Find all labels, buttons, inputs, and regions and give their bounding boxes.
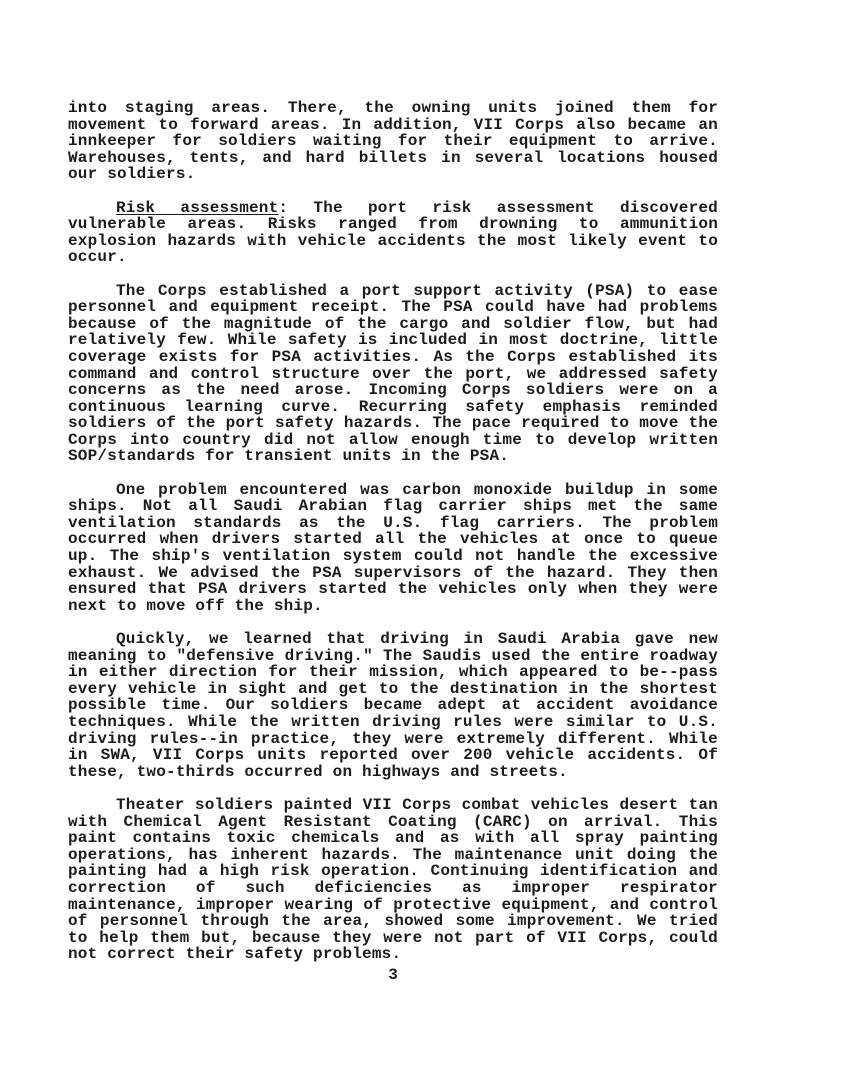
paragraph-defensive-driving: Quickly, we learned that driving in Saudi Arabia gave new meaning to "defensive driving." The Saudis used the entire roadway in either direction for their mission, which appeared to be--pass every vehicle in sight and get to the destination in the shortest possible time. Our soldiers became adept at accident avoidance techniques. While the written driving rules were similar to U.S. driving rules--in practice, they were extremely different. While in SWA, VII Corps units reported over 200 vehicle accidents. Of these, two-thirds occurred on highways and streets. [68,630,718,781]
paragraph-continuation: into staging areas. There, the owning units joined them for movement to forward areas. In addition, VII Corps also became an innkeeper for soldiers waiting for their equipment to arrive. Warehouses, tents, and hard billets in several locations housed our soldiers. [68,99,718,184]
page-number: 3 [388,966,398,984]
paragraph-port-support-activity: The Corps established a port support activity (PSA) to ease personnel and equipment receipt. The PSA could have had problems because of the magnitude of the cargo and soldier flow, but had relatively few. While safety is included in most doctrine, little coverage exists for PSA activities. As the Corps established its command and control structure over the port, we addressed safety concerns as the need arose. Incoming Corps soldiers were on a continuous learning curve. Recurring safety emphasis reminded soldiers of the port safety hazards. The pace required to move the Corps into country did not allow enough time to develop written SOP/standards for transient units in the PSA. [68,281,718,466]
paragraph-risk-assessment [68,200,718,266]
document-body [68,100,718,979]
paragraph-carbon-monoxide: One problem encountered was carbon monoxide buildup in some ships. Not all Saudi Arabian flag carrier ships met the same ventilation standards as the U.S. flag carriers. The problem occurred when drivers started all the vehicles at once to queue up. The ship's ventilation system could not handle the excessive exhaust. We advised the PSA supervisors of the hazard. They then ensured that PSA drivers started the vehicles only when they were next to move off the ship. [68,480,718,615]
risk-assessment-text: : The port risk assessment discovered vulnerable areas. Risks ranged from drowning to ammunition explosion hazards with vehicle accidents the most likely event to occur. [68,198,718,267]
risk-assessment-heading: Risk assessment [116,198,279,217]
paragraph-carc-painting: Theater soldiers painted VII Corps combat vehicles desert tan with Chemical Agent Resistant Coating (CARC) on arrival. This paint contains toxic chemicals and as with all spray painting operations, has inherent hazards. The maintenance unit doing the painting had a high risk operation. Continuing identification and correction of such deficiencies as improper respirator maintenance, improper wearing of protective equipment, and control of personnel through the area, showed some improvement. We tried to help them but, because they were not part of VII Corps, could not correct their safety problems. [68,795,718,964]
